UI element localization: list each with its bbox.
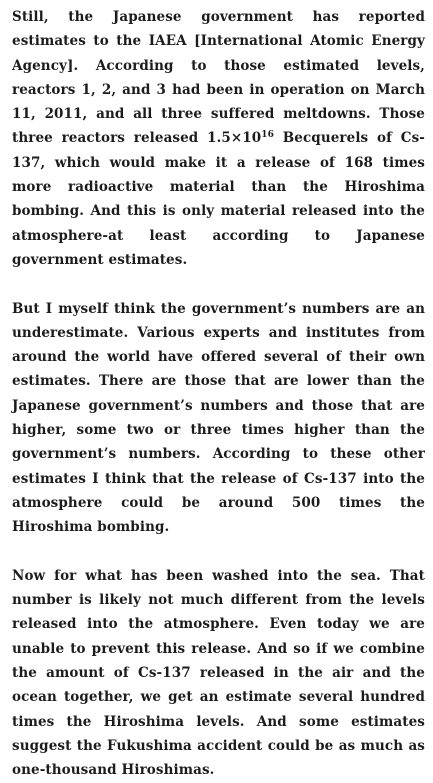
paragraph-underestimate: But I myself think the government’s numbers are an underestimate. Various experts and institutes from around the world have offered several of their own estimates. There are those that are lower than the Japanese government’s numbers and those that are higher, some two or three times higher than the government’s numbers. According to these other estimates I think that the release of Cs-137 into the atmosphere could be around 500 times the Hiroshima bombing. [12,300,425,536]
paragraph-1-text: Still, the Japanese government has reported estimates to the IAEA [International Atomic Energy Agency]. According to those estimated levels, reactors 1, 2, and 3 had been in operation on March 11, 2011, and all three suffered meltdowns. Those three reactors released 1.5×10 [12,9,425,147]
paragraph-sea-release: Now for what has been washed into the sea. That number is likely not much different from the levels released into the atmosphere. Even today we are unable to prevent this release. And so if we combine the amount of Cs-137 released in the air and the ocean together, we get an estimate several hundred times the Hiroshima levels. And some estimates suggest the Fukushima accident could be as much as one-thousand Hiroshimas. [12,567,425,779]
paragraph-iaea-estimates [12,5,425,272]
paragraph-1-text-continued: Becquerels of Cs-137, which would make it a release of 168 times more radioactive material than the Hiroshima bombing. And this is only material released into the atmosphere-at least according to Japanese government estimates. [12,130,425,268]
exponent: 16 [261,130,275,141]
